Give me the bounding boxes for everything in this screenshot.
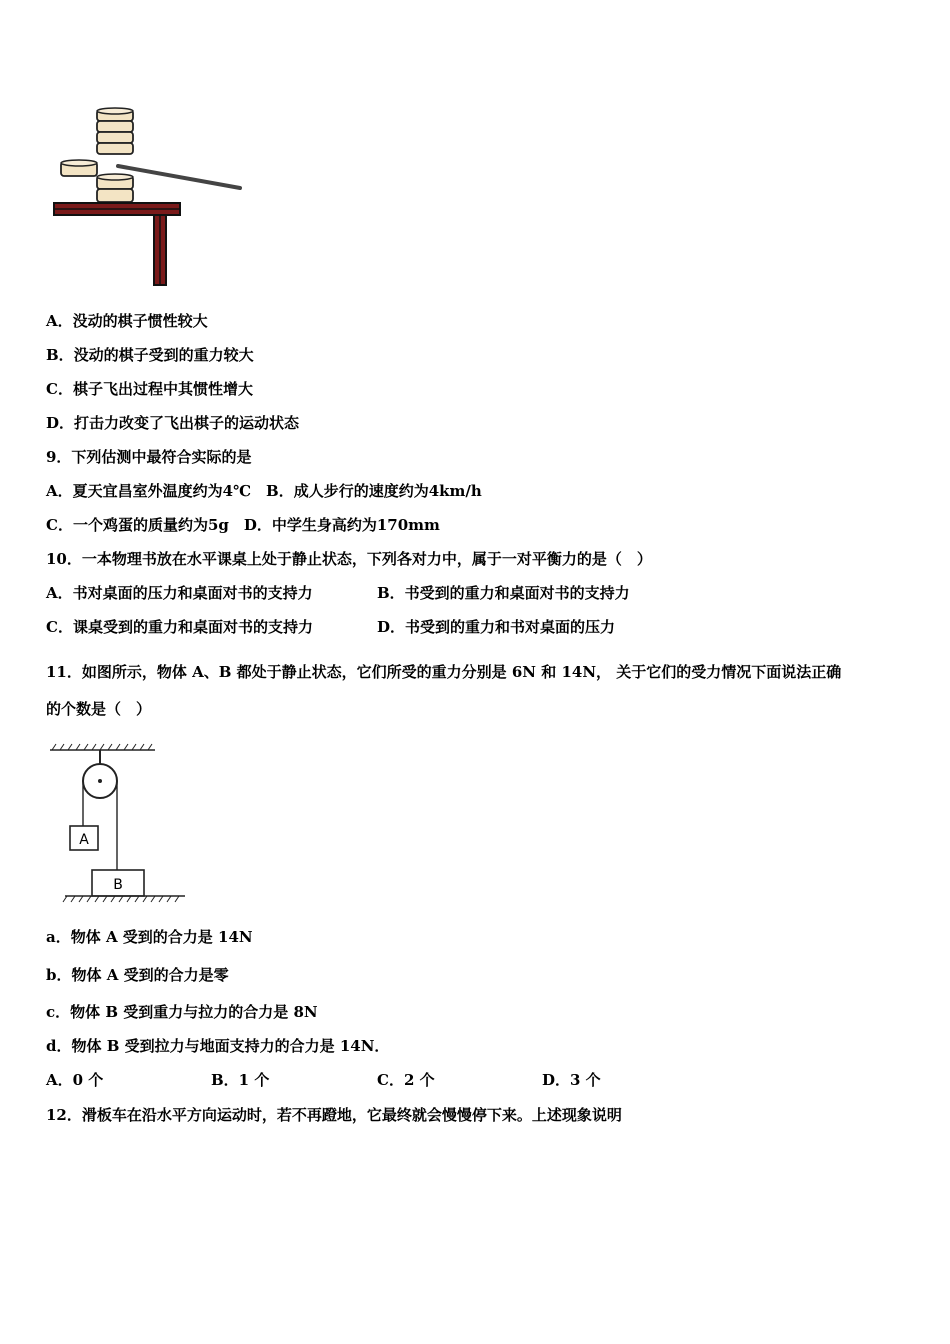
q10-option-d: D．书受到的重力和书对桌面的压力 [377, 618, 616, 636]
q11-option-c: C．2 个 [377, 1071, 435, 1089]
table [54, 203, 180, 285]
q11-statement-c: c．物体 B 受到重力与拉力的合力是 8N [46, 1003, 318, 1021]
q9-options-row2: C．一个鸡蛋的质量约为5g D．中学生身高约为170mm [46, 516, 440, 534]
ground [63, 896, 185, 902]
q12-stem: 12．滑板车在沿水平方向运动时，若不再蹬地，它最终就会慢慢停下来。上述现象说明 [46, 1106, 622, 1124]
block-b [92, 870, 144, 896]
svg-text:B: B [113, 877, 123, 893]
ruler [118, 166, 240, 188]
q9-options-row1: A．夏天宜昌室外温度约为4℃ B．成人步行的速度约为4km/h [46, 482, 482, 500]
bottom-checker-stack [97, 174, 133, 202]
q10-option-b: B．书受到的重力和桌面对书的支持力 [377, 584, 630, 602]
block-a [70, 826, 98, 850]
q10-option-c: C．课桌受到的重力和桌面对书的支持力 [46, 618, 313, 636]
q10-stem: 10．一本物理书放在水平课桌上处于静止状态，下列各对力中，属于一对平衡力的是（ ） [46, 550, 652, 568]
q11-stem-line2: 的个数是（ ） [46, 700, 152, 718]
q8-option-b: B．没动的棋子受到的重力较大 [46, 346, 254, 364]
q8-option-a: A．没动的棋子惯性较大 [46, 312, 208, 330]
pulley-figure [45, 740, 195, 905]
q9-stem: 9．下列估测中最符合实际的是 [46, 448, 252, 466]
flying-checker [61, 160, 97, 176]
q11-statement-d: d．物体 B 受到拉力与地面支持力的合力是 14N． [46, 1037, 390, 1055]
q11-option-b: B．1 个 [211, 1071, 270, 1089]
q11-statement-b: b．物体 A 受到的合力是零 [46, 966, 229, 984]
q11-option-a: A．0 个 [46, 1071, 104, 1089]
svg-text:A: A [79, 832, 89, 848]
q8-option-c: C．棋子飞出过程中其惯性增大 [46, 380, 253, 398]
ceiling [50, 744, 155, 750]
q11-statement-a: a．物体 A 受到的合力是 14N [46, 928, 253, 946]
checker-stack-figure [50, 100, 250, 290]
q10-option-a: A．书对桌面的压力和桌面对书的支持力 [46, 584, 313, 602]
q8-option-d: D．打击力改变了飞出棋子的运动状态 [46, 414, 300, 432]
q11-stem-line1: 11．如图所示，物体 A、B 都处于静止状态，它们所受的重力分别是 6N 和 14N， 关于它们的受力情况下面说法正确 [46, 663, 842, 681]
q11-option-d: D．3 个 [542, 1071, 601, 1089]
top-checker-stack [97, 108, 133, 154]
